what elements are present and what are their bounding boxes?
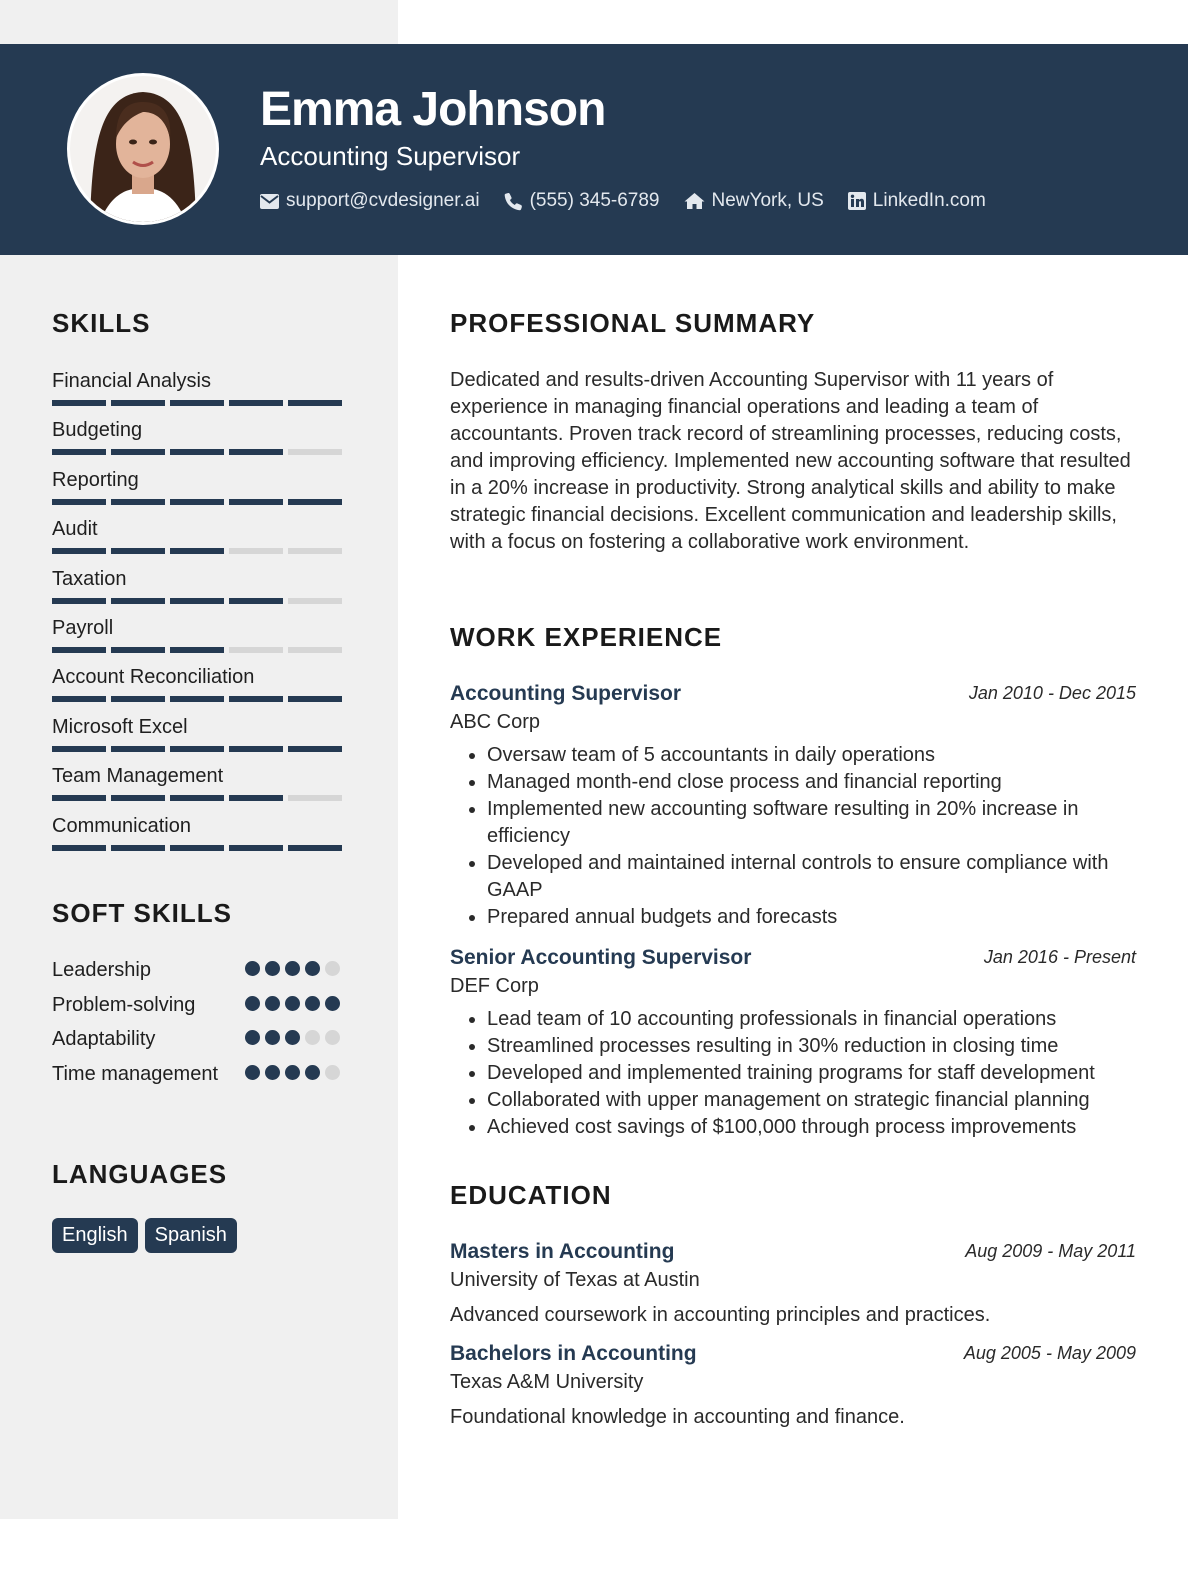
job-entry xyxy=(450,944,1136,1141)
skill-level-segment xyxy=(170,449,224,455)
skill-level-segment xyxy=(170,845,224,851)
job-bullet: • Prepared annual budgets and forecasts xyxy=(487,904,1136,931)
skill-level-segment xyxy=(52,449,106,455)
soft-skill-name: Time management xyxy=(52,1062,218,1085)
skill-level-segment xyxy=(52,400,106,406)
skill-level-segment xyxy=(288,696,342,702)
skill-level-bar xyxy=(52,746,342,752)
experience-heading: WORK EXPERIENCE xyxy=(450,622,723,652)
rating-dot xyxy=(265,996,280,1011)
skill-level-segment xyxy=(288,548,342,554)
skill-level-segment xyxy=(111,795,165,801)
language-tag: Spanish xyxy=(145,1218,237,1253)
skill-item xyxy=(52,367,352,416)
rating-dot xyxy=(325,961,340,976)
skill-level-segment xyxy=(170,400,224,406)
job-entry xyxy=(450,680,1136,931)
rating-dot xyxy=(265,961,280,976)
soft-skills-heading: SOFT SKILLS xyxy=(52,898,232,928)
education-entry xyxy=(450,1238,1136,1329)
soft-skill-rating xyxy=(245,1065,340,1080)
job-bullet: • Achieved cost savings of $100,000 through process improvements xyxy=(487,1114,1136,1141)
soft-skill-rating xyxy=(245,1030,340,1045)
job-bullet: • Implemented new accounting software resulting in 20% increase in efficiency xyxy=(487,796,1136,850)
soft-skills-list xyxy=(52,956,352,1094)
skill-level-bar xyxy=(52,449,342,455)
skill-level-bar xyxy=(52,845,342,851)
degree-title: Masters in Accounting xyxy=(450,1240,675,1263)
rating-dot xyxy=(285,961,300,976)
skill-level-bar xyxy=(52,795,342,801)
skill-level-segment xyxy=(52,696,106,702)
skill-level-segment xyxy=(111,845,165,851)
skill-level-segment xyxy=(170,548,224,554)
rating-dot xyxy=(245,1030,260,1045)
skill-name: Communication xyxy=(52,814,191,837)
skill-level-segment xyxy=(229,449,283,455)
candidate-title: Accounting Supervisor xyxy=(260,141,521,171)
skill-name: Financial Analysis xyxy=(52,370,211,392)
profile-photo-icon xyxy=(70,76,216,222)
linkedin-icon xyxy=(848,192,866,210)
job-bullets xyxy=(450,1006,1136,1141)
job-company: DEF Corp xyxy=(450,975,539,997)
envelope-icon xyxy=(260,194,279,209)
job-bullet: • Managed month-end close process and financial reporting xyxy=(487,769,1136,796)
rating-dot xyxy=(285,996,300,1011)
languages-list xyxy=(52,1218,237,1253)
education-heading: EDUCATION xyxy=(450,1180,612,1210)
soft-skill-name: Leadership xyxy=(52,959,151,981)
rating-dot xyxy=(305,961,320,976)
skill-level-segment xyxy=(170,746,224,752)
job-bullets xyxy=(450,742,1136,931)
rating-dot xyxy=(265,1065,280,1080)
soft-skill-item xyxy=(52,991,352,1026)
skill-level-segment xyxy=(111,400,165,406)
rating-dot xyxy=(245,996,260,1011)
skill-level-segment xyxy=(52,845,106,851)
job-bullet: • Developed and implemented training programs for staff development xyxy=(487,1060,1136,1087)
skill-level-segment xyxy=(288,845,342,851)
degree-title: Bachelors in Accounting xyxy=(450,1342,697,1365)
job-bullet: • Collaborated with upper management on strategic financial planning xyxy=(487,1087,1136,1114)
contact-phone[interactable] xyxy=(504,190,660,212)
skill-item xyxy=(52,416,352,465)
skill-name: Audit xyxy=(52,518,98,541)
rating-dot xyxy=(245,1065,260,1080)
skill-level-segment xyxy=(111,598,165,604)
skill-level-segment xyxy=(288,449,342,455)
skill-level-segment xyxy=(52,795,106,801)
skill-item xyxy=(52,762,352,811)
rating-dot xyxy=(305,1065,320,1080)
skill-level-segment xyxy=(111,696,165,702)
rating-dot xyxy=(325,1065,340,1080)
soft-skill-item xyxy=(52,1060,352,1095)
skill-level-bar xyxy=(52,696,342,702)
soft-skill-name: Adaptability xyxy=(52,1028,156,1050)
soft-skill-item xyxy=(52,956,352,991)
skill-name: Reporting xyxy=(52,468,139,491)
job-date: Jan 2016 - Present xyxy=(983,947,1136,967)
skill-level-segment xyxy=(288,795,342,801)
skill-level-bar xyxy=(52,548,342,554)
skill-item xyxy=(52,614,352,663)
contact-email[interactable] xyxy=(260,190,480,212)
job-bullet: • Oversaw team of 5 accountants in daily operations xyxy=(487,742,1136,769)
rating-dot xyxy=(245,961,260,976)
skill-name: Team Management xyxy=(52,765,224,788)
location-text: NewYork, US xyxy=(711,190,824,211)
skill-level-segment xyxy=(52,499,106,505)
home-icon xyxy=(684,192,705,210)
soft-skill-rating xyxy=(245,961,340,976)
job-company: ABC Corp xyxy=(450,711,541,733)
rating-dot xyxy=(305,996,320,1011)
skill-level-segment xyxy=(170,647,224,653)
skill-level-bar xyxy=(52,598,342,604)
skill-level-segment xyxy=(52,598,106,604)
skill-level-segment xyxy=(229,746,283,752)
skill-level-segment xyxy=(170,795,224,801)
skill-level-segment xyxy=(52,647,106,653)
skill-level-segment xyxy=(170,499,224,505)
skill-level-segment xyxy=(288,647,342,653)
soft-skill-item xyxy=(52,1025,352,1060)
job-bullet: • Streamlined processes resulting in 30% reduction in closing time xyxy=(487,1033,1136,1060)
skill-level-segment xyxy=(229,795,283,801)
skill-level-segment xyxy=(229,499,283,505)
job-role: Senior Accounting Supervisor xyxy=(450,946,752,969)
job-bullet: • Lead team of 10 accounting professionals in financial operations xyxy=(487,1006,1136,1033)
candidate-name: Emma Johnson xyxy=(260,83,606,136)
skill-item xyxy=(52,466,352,515)
skill-level-segment xyxy=(170,696,224,702)
skill-name: Budgeting xyxy=(52,419,143,442)
education-entry xyxy=(450,1340,1136,1431)
skill-name: Taxation xyxy=(52,567,127,590)
skill-level-segment xyxy=(111,647,165,653)
education-description: Foundational knowledge in accounting and finance. xyxy=(450,1406,905,1428)
skill-name: Payroll xyxy=(52,616,114,639)
skill-name: Account Reconciliation xyxy=(52,666,255,689)
school-name: Texas A&M University xyxy=(450,1371,644,1393)
skills-heading: SKILLS xyxy=(52,308,151,338)
job-role: Accounting Supervisor xyxy=(450,682,682,705)
summary-heading: PROFESSIONAL SUMMARY xyxy=(450,308,816,338)
skill-level-bar xyxy=(52,499,342,505)
skill-item xyxy=(52,713,352,762)
rating-dot xyxy=(305,1030,320,1045)
skill-level-segment xyxy=(229,845,283,851)
linkedin-text: LinkedIn.com xyxy=(872,190,986,211)
skill-level-segment xyxy=(52,746,106,752)
school-name: University of Texas at Austin xyxy=(450,1269,700,1291)
skill-level-bar xyxy=(52,647,342,653)
rating-dot xyxy=(325,1030,340,1045)
skill-level-segment xyxy=(288,499,342,505)
rating-dot xyxy=(325,996,340,1011)
skill-level-segment xyxy=(229,598,283,604)
summary-text: Dedicated and results-driven Accounting Supervisor with 11 years of experience in managing financial operations and leading a team of accountants. Proven track record of streamlining processes, reducing costs, and improving efficiency. Implemented new accounting software that resulted in a 20% increase in productivity. Strong analytical skills and ability to make strategic financial decisions. Excellent communication and leadership skills, with a focus on fostering a collaborative work environment. xyxy=(450,369,1131,553)
skill-level-segment xyxy=(111,548,165,554)
skill-level-segment xyxy=(288,400,342,406)
languages-heading: LANGUAGES xyxy=(52,1159,228,1189)
skill-name: Microsoft Excel xyxy=(52,715,188,738)
skill-level-segment xyxy=(229,400,283,406)
skill-level-segment xyxy=(111,746,165,752)
skill-level-segment xyxy=(111,449,165,455)
rating-dot xyxy=(285,1065,300,1080)
skill-level-segment xyxy=(229,696,283,702)
phone-icon xyxy=(504,192,523,211)
skill-level-bar xyxy=(52,400,342,406)
skill-item xyxy=(52,663,352,712)
skill-level-segment xyxy=(288,598,342,604)
skill-item xyxy=(52,515,352,564)
contact-location xyxy=(684,190,824,212)
skill-level-segment xyxy=(229,548,283,554)
education-date: Aug 2009 - May 2011 xyxy=(965,1241,1136,1261)
contact-row xyxy=(260,190,986,212)
skill-item xyxy=(52,812,352,861)
skills-list xyxy=(52,367,352,861)
skill-level-segment xyxy=(288,746,342,752)
education-date: Aug 2005 - May 2009 xyxy=(963,1343,1136,1363)
skill-level-segment xyxy=(170,598,224,604)
skill-item xyxy=(52,565,352,614)
rating-dot xyxy=(285,1030,300,1045)
profile-photo xyxy=(67,73,219,225)
skill-level-segment xyxy=(111,499,165,505)
rating-dot xyxy=(265,1030,280,1045)
phone-text: (555) 345-6789 xyxy=(529,190,660,211)
job-bullet: • Developed and maintained internal controls to ensure compliance with GAAP xyxy=(487,850,1136,904)
soft-skill-rating xyxy=(245,996,340,1011)
skill-level-segment xyxy=(229,647,283,653)
job-date: Jan 2010 - Dec 2015 xyxy=(968,683,1136,703)
language-tag: English xyxy=(52,1218,138,1253)
education-description: Advanced coursework in accounting principles and practices. xyxy=(450,1304,991,1326)
contact-linkedin[interactable] xyxy=(848,190,986,212)
email-text: support@cvdesigner.ai xyxy=(286,190,480,211)
soft-skill-name: Problem-solving xyxy=(52,993,196,1016)
skill-level-segment xyxy=(52,548,106,554)
